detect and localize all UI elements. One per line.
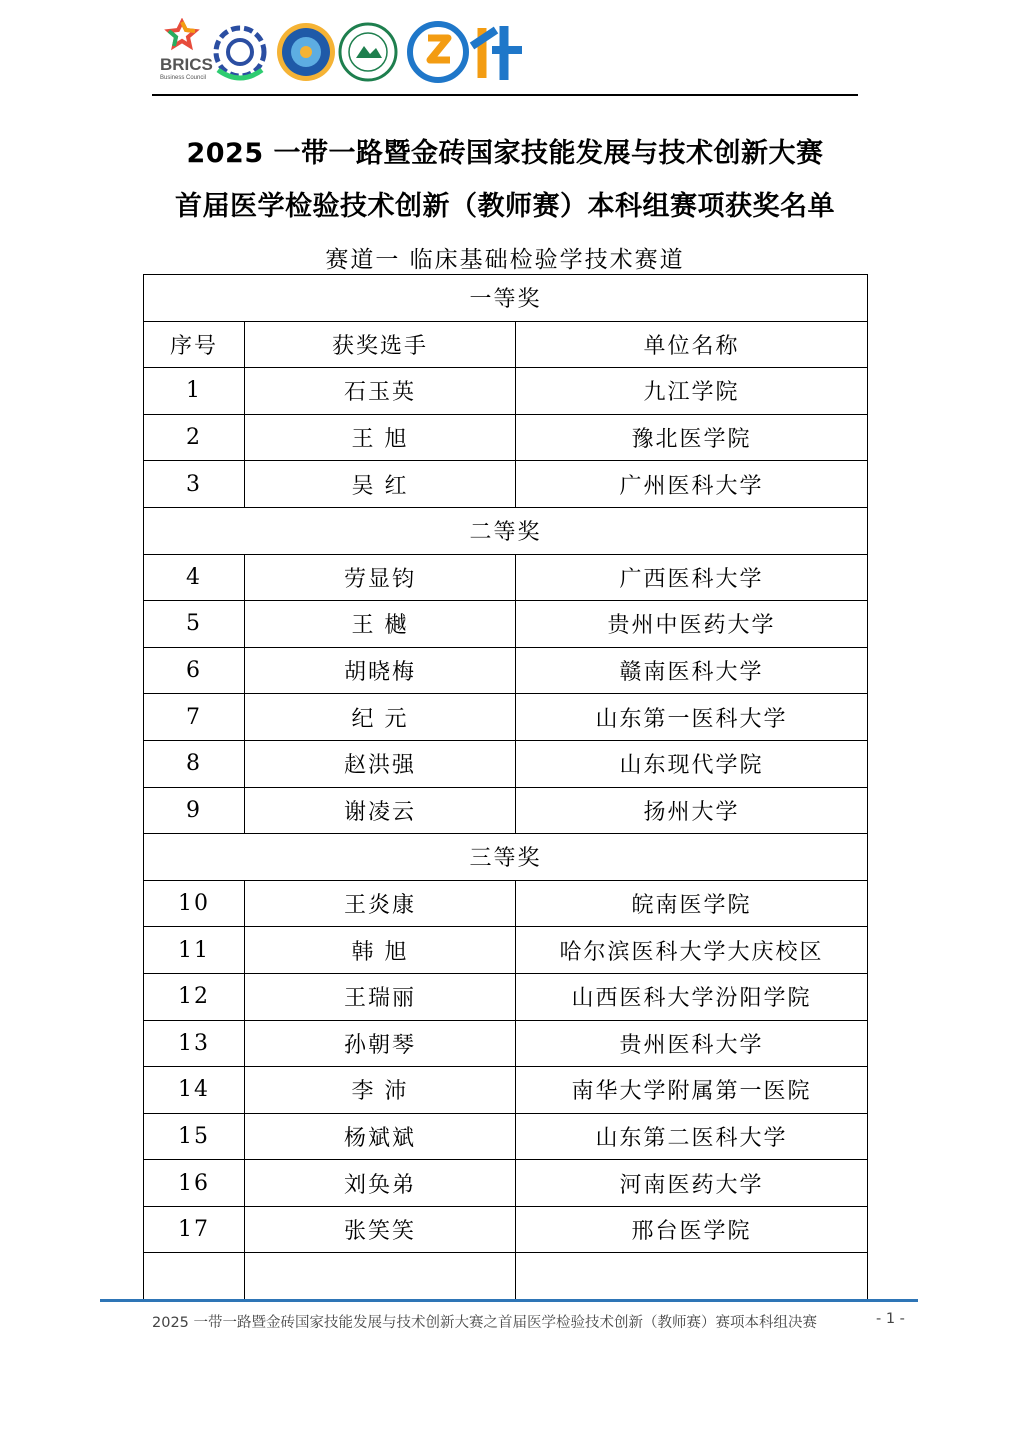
row-unit: 南华大学附属第一医院 xyxy=(516,1067,868,1114)
row-name: 谢凌云 xyxy=(245,787,516,834)
document-title-line1: 2025 一带一路暨金砖国家技能发展与技术创新大赛 xyxy=(186,138,824,169)
empty-cell xyxy=(144,1253,245,1300)
row-unit: 九江学院 xyxy=(516,368,868,415)
table-row xyxy=(144,927,868,974)
row-no: 3 xyxy=(144,461,245,508)
lightning-swirl-logo xyxy=(410,24,466,80)
table-row xyxy=(144,647,868,694)
column-header-no: 序号 xyxy=(144,321,245,368)
gear-star-emblem xyxy=(277,23,335,81)
row-no: 16 xyxy=(144,1160,245,1207)
row-unit: 山东现代学院 xyxy=(516,740,868,787)
row-no: 14 xyxy=(144,1067,245,1114)
footer-text: 2025 一带一路暨金砖国家技能发展与技术创新大赛之首届医学检验技术创新（教师赛）赛项本科组决赛 xyxy=(152,1315,818,1331)
row-no: 9 xyxy=(144,787,245,834)
row-no: 12 xyxy=(144,973,245,1020)
table-row xyxy=(144,461,868,508)
row-no: 15 xyxy=(144,1113,245,1160)
prize-heading-row xyxy=(144,834,868,881)
footer-rule xyxy=(100,1299,918,1302)
row-name: 劳显钧 xyxy=(245,554,516,601)
row-no: 10 xyxy=(144,880,245,927)
row-name: 李 沛 xyxy=(245,1067,516,1114)
row-no: 13 xyxy=(144,1020,245,1067)
table-row xyxy=(144,1113,868,1160)
row-name: 王 旭 xyxy=(245,414,516,461)
row-unit: 豫北医学院 xyxy=(516,414,868,461)
row-unit: 广西医科大学 xyxy=(516,554,868,601)
table-row xyxy=(144,414,868,461)
row-unit: 广州医科大学 xyxy=(516,461,868,508)
row-name: 王 樾 xyxy=(245,601,516,648)
row-name: 胡晓梅 xyxy=(245,647,516,694)
table-header-row xyxy=(144,321,868,368)
row-no: 8 xyxy=(144,740,245,787)
prize-heading: 二等奖 xyxy=(144,507,868,554)
row-unit: 皖南医学院 xyxy=(516,880,868,927)
row-name: 纪 元 xyxy=(245,694,516,741)
table-row xyxy=(144,601,868,648)
prize-heading: 一等奖 xyxy=(144,275,868,322)
prize-heading: 三等奖 xyxy=(144,834,868,881)
row-unit: 山西医科大学汾阳学院 xyxy=(516,973,868,1020)
row-unit: 山东第二医科大学 xyxy=(516,1113,868,1160)
prize-heading-row xyxy=(144,275,868,322)
row-unit: 山东第一医科大学 xyxy=(516,694,868,741)
row-unit: 赣南医科大学 xyxy=(516,647,868,694)
row-name: 石玉英 xyxy=(245,368,516,415)
empty-table-row xyxy=(144,1253,868,1300)
row-name: 张笑笑 xyxy=(245,1206,516,1253)
empty-cell xyxy=(245,1253,516,1300)
table-row xyxy=(144,880,868,927)
row-name: 王瑞丽 xyxy=(245,973,516,1020)
row-name: 刘奂弟 xyxy=(245,1160,516,1207)
table-row xyxy=(144,1020,868,1067)
row-name: 赵洪强 xyxy=(245,740,516,787)
row-no: 1 xyxy=(144,368,245,415)
zhejiang-university-seal xyxy=(340,24,396,80)
row-unit: 邢台医学院 xyxy=(516,1206,868,1253)
row-no: 4 xyxy=(144,554,245,601)
page-number: - 1 - xyxy=(876,1311,905,1327)
brics-logo-subtext: Business Council xyxy=(160,75,207,81)
table-row xyxy=(144,368,868,415)
column-header-unit: 单位名称 xyxy=(516,321,868,368)
brics-logo-text: BRICS xyxy=(160,55,213,74)
row-name: 韩 旭 xyxy=(245,927,516,974)
brics-logo xyxy=(160,22,213,81)
row-no: 7 xyxy=(144,694,245,741)
row-name: 杨斌斌 xyxy=(245,1113,516,1160)
header-rule xyxy=(152,94,858,96)
row-no: 11 xyxy=(144,927,245,974)
table-row xyxy=(144,554,868,601)
row-unit: 贵州医科大学 xyxy=(516,1020,868,1067)
column-header-name: 获奖选手 xyxy=(245,321,516,368)
row-name: 孙朝琴 xyxy=(245,1020,516,1067)
header-logos xyxy=(160,18,540,86)
row-no: 2 xyxy=(144,414,245,461)
table-row xyxy=(144,973,868,1020)
table-row xyxy=(144,787,868,834)
row-unit: 扬州大学 xyxy=(516,787,868,834)
track-title: 赛道一 临床基础检验学技术赛道 xyxy=(325,247,685,273)
row-no: 6 xyxy=(144,647,245,694)
skills-emblem xyxy=(472,26,522,80)
table-row xyxy=(144,1206,868,1253)
table-row xyxy=(144,694,868,741)
belt-road-emblem xyxy=(216,28,264,78)
row-name: 王炎康 xyxy=(245,880,516,927)
document-title-line2: 首届医学检验技术创新（教师赛）本科组赛项获奖名单 xyxy=(175,191,835,222)
row-no: 17 xyxy=(144,1206,245,1253)
awards-table xyxy=(143,274,868,1300)
row-no: 5 xyxy=(144,601,245,648)
row-unit: 河南医药大学 xyxy=(516,1160,868,1207)
table-row xyxy=(144,1160,868,1207)
table-row xyxy=(144,740,868,787)
row-unit: 哈尔滨医科大学大庆校区 xyxy=(516,927,868,974)
table-row xyxy=(144,1067,868,1114)
prize-heading-row xyxy=(144,507,868,554)
empty-cell xyxy=(516,1253,868,1300)
row-name: 吴 红 xyxy=(245,461,516,508)
row-unit: 贵州中医药大学 xyxy=(516,601,868,648)
